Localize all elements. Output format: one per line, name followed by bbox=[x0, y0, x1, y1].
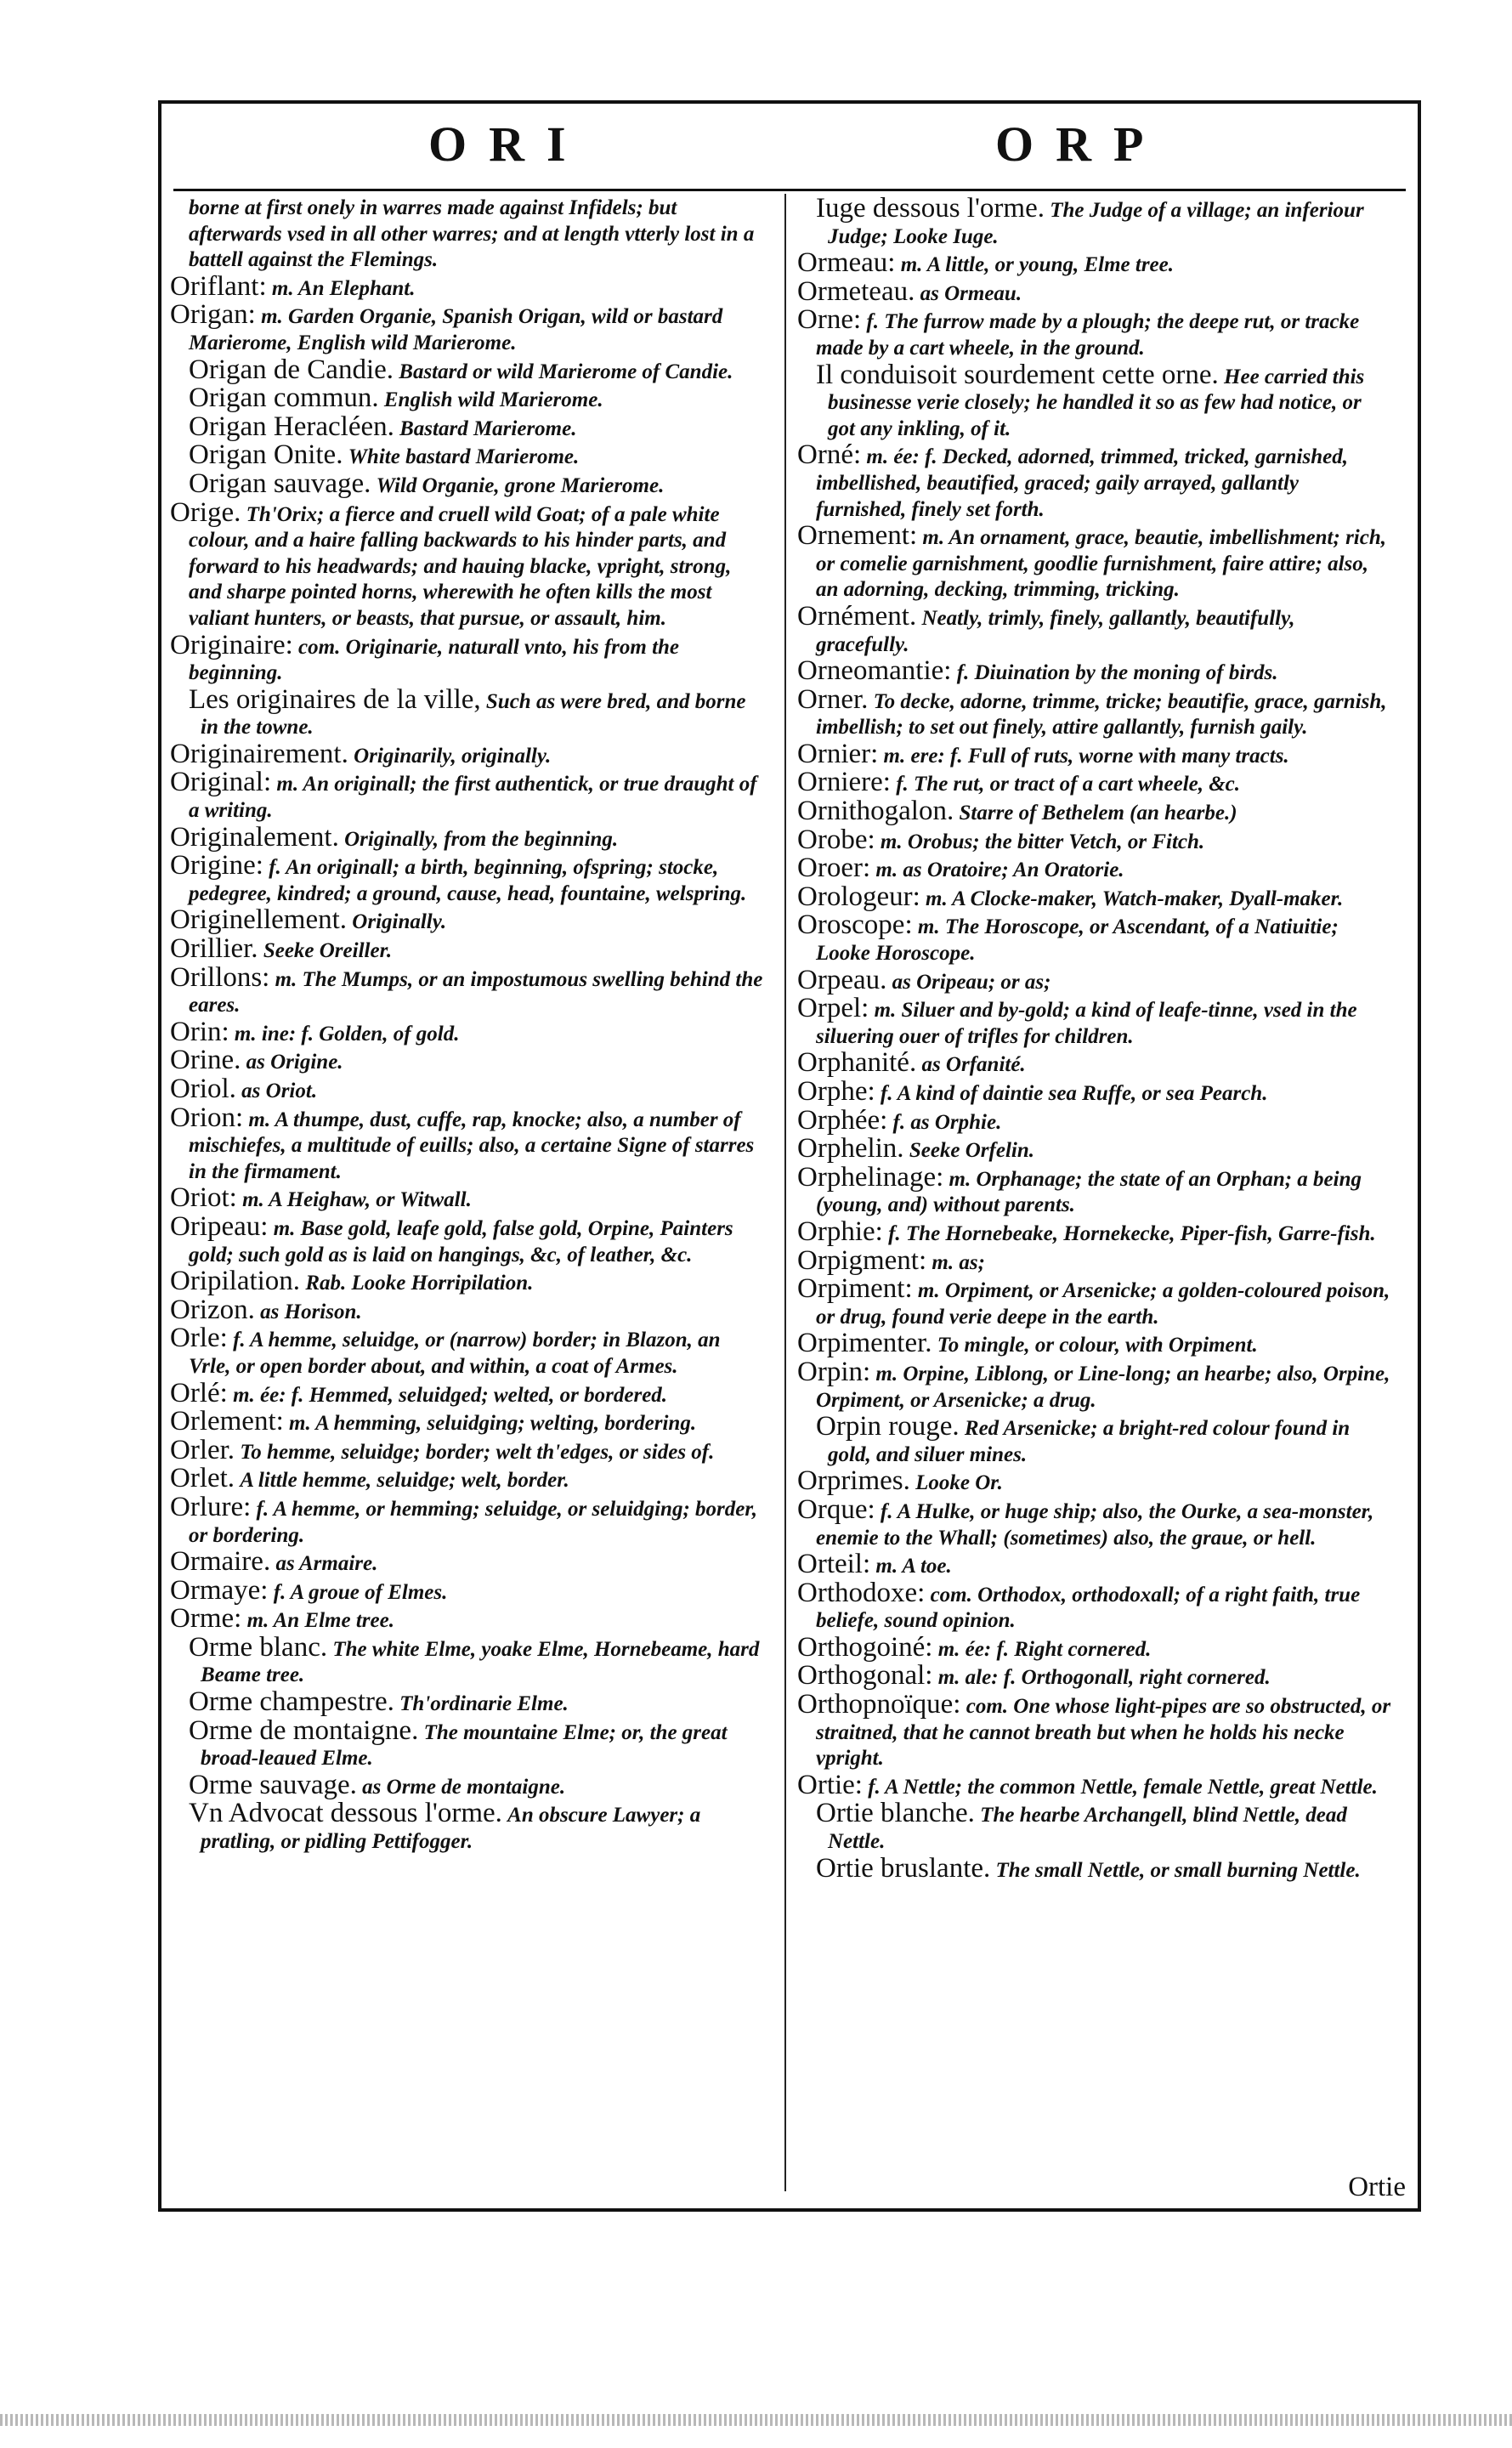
gloss: m. Siluer and by-gold; a kind of leafe-tinne, vsed in the siluering ouer of trifles for children. bbox=[816, 999, 1357, 1048]
headword: Orpel: bbox=[797, 993, 869, 1024]
dictionary-entry bbox=[797, 1273, 1392, 1330]
gloss: m. The Horoscope, or Ascendant, of a Natiuitie; Looke Horoscope. bbox=[816, 915, 1339, 966]
gloss: White bastard Marierome. bbox=[348, 445, 580, 469]
headword: Originalement. bbox=[170, 821, 339, 853]
headword: Orige. bbox=[170, 496, 241, 528]
headword: Orné: bbox=[797, 439, 862, 471]
dictionary-entry bbox=[170, 1294, 765, 1326]
gloss: m. ée: f. Hemmed, seluidged; welted, or bordered. bbox=[233, 1383, 668, 1407]
dictionary-entry bbox=[170, 1182, 765, 1214]
gloss: m. A thumpe, dust, cuffe, rap, knocke; also, a number of mischiefes, a multitude of euills; also, a certaine Signe of starres in the firmament. bbox=[189, 1108, 755, 1183]
gloss: The white Elme, yoake Elme, Hornebeame, hard Beame tree. bbox=[201, 1637, 760, 1687]
headword: Orlé: bbox=[170, 1377, 228, 1408]
gloss: as Oriot. bbox=[241, 1080, 318, 1102]
gloss: m. ale: f. Orthogonall, right cornered. bbox=[937, 1666, 1271, 1690]
gloss: m. An Elme tree. bbox=[246, 1609, 394, 1633]
gloss: Originarily, originally. bbox=[354, 744, 552, 768]
gloss: m. as; bbox=[932, 1250, 985, 1274]
headword: Orme de montaigne. bbox=[189, 1714, 419, 1746]
dictionary-entry bbox=[170, 270, 765, 303]
dictionary-entry bbox=[797, 1577, 1392, 1635]
gloss: f. A groue of Elmes. bbox=[273, 1580, 448, 1604]
dictionary-entry bbox=[170, 1686, 765, 1718]
dictionary-entry bbox=[797, 1076, 1392, 1108]
dictionary-entry bbox=[797, 738, 1392, 770]
scan-edge bbox=[0, 2414, 1512, 2426]
dictionary-entry bbox=[170, 299, 765, 356]
gloss: The small Nettle, or small burning Nettle. bbox=[995, 1858, 1361, 1882]
headword: Orlement: bbox=[170, 1406, 284, 1437]
gloss: f. as Orphie. bbox=[892, 1110, 1002, 1134]
gloss: Bastard Marierome. bbox=[399, 416, 577, 440]
headword: Orme sauvage. bbox=[189, 1769, 357, 1800]
dictionary-entry bbox=[797, 247, 1392, 279]
gloss: com. Originarie, naturall vnto, his from the beginning. bbox=[189, 635, 680, 685]
dictionary-entry bbox=[170, 1800, 765, 1855]
gloss: m. Garden Organie, Spanish Origan, wild or bastard Marierome, English wild Marierome. bbox=[189, 305, 723, 354]
headword: Orion: bbox=[170, 1102, 244, 1133]
gloss: A little hemme, seluidge; welt, border. bbox=[240, 1469, 569, 1493]
headword: Origan: bbox=[170, 299, 256, 331]
dictionary-entry bbox=[170, 1714, 765, 1772]
dictionary-entry bbox=[170, 769, 765, 824]
dictionary-entry bbox=[797, 995, 1392, 1050]
running-head-right: ORP bbox=[995, 116, 1166, 172]
headword: Orle: bbox=[170, 1323, 228, 1354]
headword: Origan commun. bbox=[189, 382, 379, 414]
dictionary-entry bbox=[797, 1631, 1392, 1663]
gloss: m. ine: f. Golden, of gold. bbox=[234, 1022, 460, 1046]
dictionary-entry bbox=[170, 683, 765, 741]
dictionary-entry bbox=[797, 855, 1392, 884]
gloss: Originally, from the beginning. bbox=[344, 827, 619, 851]
headword: Orobe: bbox=[797, 824, 875, 855]
headword: Oriflant: bbox=[170, 270, 267, 302]
gloss: f. A kind of daintie sea Ruffe, or sea Pearch. bbox=[880, 1082, 1268, 1105]
gloss: f. An originall; a birth, beginning, ofspring; stocke, pedegree, kindred; a ground, cause, head, fountaine, welspring. bbox=[189, 856, 747, 905]
dictionary-entry bbox=[797, 1104, 1392, 1136]
dictionary-entry bbox=[797, 1493, 1392, 1551]
gloss: f. Diuination by the moning of birds. bbox=[956, 661, 1278, 685]
headword: Ormeteau. bbox=[797, 275, 915, 307]
gloss: f. A hemme, or hemming; seluidge, or seluidging; border, or bordering. bbox=[189, 1497, 757, 1547]
headword: Oripeau: bbox=[170, 1210, 269, 1242]
dictionary-entry bbox=[797, 1047, 1392, 1079]
gloss: m. ere: f. Full of ruts, worne with many tracts. bbox=[883, 744, 1289, 768]
gloss: To hemme, seluidge; border; welt th'edges, or sides of. bbox=[240, 1440, 715, 1464]
headword: Orneomantie: bbox=[797, 655, 952, 687]
dictionary-entry bbox=[797, 1800, 1392, 1855]
headword: Orphelin. bbox=[797, 1133, 904, 1164]
dictionary-entry bbox=[797, 1465, 1392, 1497]
gloss: f. A Hulke, or huge ship; also, the Ourke, a sea-monster, enemie to the Whall; (sometimes) also, the graue, or hell. bbox=[816, 1499, 1374, 1550]
left-column bbox=[170, 196, 765, 1856]
headword: Orphelinage: bbox=[797, 1161, 944, 1193]
headword: Orme: bbox=[170, 1603, 242, 1635]
dictionary-entry bbox=[797, 683, 1392, 741]
dictionary-entry bbox=[797, 304, 1392, 361]
dictionary-entry bbox=[797, 1852, 1392, 1884]
dictionary-entry bbox=[170, 1465, 765, 1494]
gloss: as Origine. bbox=[246, 1051, 343, 1074]
dictionary-entry bbox=[170, 1268, 765, 1297]
dictionary-entry bbox=[170, 196, 765, 274]
headword: Iuge dessous l'orme. bbox=[816, 193, 1045, 224]
headword: Orologeur: bbox=[797, 881, 920, 912]
headword: Oriol. bbox=[170, 1074, 236, 1104]
headword: Originaire: bbox=[170, 629, 293, 660]
dictionary-entry bbox=[797, 1133, 1392, 1164]
dictionary-entry bbox=[170, 1631, 765, 1689]
gloss: Th'Orix; a fierce and cruell wild Goat; of a pale white colour, and a haire falling backwards to his hinder parts, and forward to his headwards; and hauing blacke, vpright, strong, and sharpe pointed horns, wherewith he often kills the most valiant hunters, or beasts, that pursue, or assault, him. bbox=[189, 502, 732, 630]
headword: Originellement. bbox=[170, 904, 348, 936]
dictionary-entry bbox=[170, 1769, 765, 1801]
dictionary-entry bbox=[170, 821, 765, 853]
dictionary-entry bbox=[170, 629, 765, 687]
headword: Ornithogalon. bbox=[797, 796, 954, 827]
headword: Ortie bruslante. bbox=[816, 1852, 991, 1884]
gloss: com. One whose light-pipes are so obstructed, or straitned, that he cannot breath but when he holds his necke vpright. bbox=[816, 1695, 1391, 1771]
gloss: f. A Nettle; the common Nettle, female Nettle, great Nettle. bbox=[868, 1775, 1378, 1799]
headword: Orthogonal: bbox=[797, 1660, 933, 1692]
gloss: Seeke Orfelin. bbox=[909, 1139, 1035, 1163]
headword: Orpin: bbox=[797, 1356, 871, 1387]
headword: Ornier: bbox=[797, 738, 879, 769]
headword: Original: bbox=[170, 767, 272, 798]
headword: Orne: bbox=[797, 304, 862, 336]
headword: Orque: bbox=[797, 1493, 875, 1525]
gloss: as Armaire. bbox=[275, 1552, 378, 1576]
dictionary-entry bbox=[797, 964, 1392, 996]
headword: Orpeau. bbox=[797, 964, 887, 995]
dictionary-entry bbox=[797, 769, 1392, 798]
dictionary-entry bbox=[797, 193, 1392, 250]
dictionary-entry bbox=[797, 1551, 1392, 1580]
gloss: com. Orthodox, orthodoxall; of a right faith, true beliefe, sound opinion. bbox=[816, 1583, 1361, 1633]
frame-top-rule bbox=[158, 100, 1421, 104]
headword: Orler. bbox=[170, 1434, 235, 1465]
gloss: m. A Heighaw, or Witwall. bbox=[242, 1188, 472, 1212]
gloss: To decke, adorne, trimme, tricke; beautifie, grace, garnish, imbellish; to set out finely, attire gallantly, furnish gaily. bbox=[816, 689, 1387, 740]
gloss: Th'ordinarie Elme. bbox=[399, 1692, 569, 1716]
dictionary-entry bbox=[797, 1356, 1392, 1414]
dictionary-entry bbox=[797, 798, 1392, 827]
headword: Orlure: bbox=[170, 1491, 252, 1522]
dictionary-entry bbox=[797, 1216, 1392, 1248]
dictionary-entry bbox=[170, 411, 765, 443]
dictionary-entry bbox=[797, 275, 1392, 308]
headword: Ornément. bbox=[797, 600, 917, 632]
headword: Orlet. bbox=[170, 1463, 235, 1494]
headword: Ormaye: bbox=[170, 1574, 269, 1606]
headword: Orthogoiné: bbox=[797, 1631, 933, 1663]
dictionary-entry bbox=[170, 468, 765, 500]
headword: Oroscope: bbox=[797, 910, 913, 941]
gloss: To mingle, or colour, with Orpiment. bbox=[937, 1334, 1258, 1357]
headword: Oripilation. bbox=[170, 1266, 301, 1297]
dictionary-entry bbox=[797, 520, 1392, 604]
gloss: m. Orpiment, or Arsenicke; a golden-coloured poison, or drug, found verie deepe in the earth. bbox=[816, 1279, 1390, 1329]
headword: Orizon. bbox=[170, 1294, 255, 1325]
dictionary-entry bbox=[797, 1411, 1392, 1468]
dictionary-entry bbox=[170, 1603, 765, 1635]
headword: Originairement. bbox=[170, 738, 348, 769]
gloss: English wild Marierome. bbox=[383, 388, 603, 412]
gloss: Seeke Oreiller. bbox=[263, 939, 393, 963]
gloss: f. The Hornebeake, Hornekecke, Piper-fish, Garre-fish. bbox=[888, 1221, 1376, 1245]
dictionary-entry bbox=[797, 1330, 1392, 1359]
dictionary-entry bbox=[797, 912, 1392, 966]
gloss: as Ormeau. bbox=[920, 281, 1022, 305]
dictionary-entry bbox=[170, 354, 765, 386]
headword: Orner. bbox=[797, 683, 869, 715]
dictionary-entry bbox=[797, 600, 1392, 658]
dictionary-entry bbox=[170, 1076, 765, 1105]
headword: Les originaires de la ville, bbox=[189, 683, 481, 715]
dictionary-entry bbox=[170, 961, 765, 1019]
dictionary-entry bbox=[797, 1689, 1392, 1772]
gloss: m. ée: f. Decked, adorned, trimmed, tricked, garnished, imbellished, beautified, graced; gaily arrayed, gallantly furnished, finely set forth. bbox=[816, 445, 1348, 521]
gloss: Rab. Looke Horripilation. bbox=[305, 1272, 534, 1295]
gloss: f. The furrow made by a plough; the deepe rut, or tracke made by a cart wheele, in the ground. bbox=[816, 310, 1360, 360]
headword: Orphe: bbox=[797, 1076, 875, 1107]
headword: Orme blanc. bbox=[189, 1631, 328, 1663]
right-column bbox=[797, 193, 1392, 1884]
dictionary-entry bbox=[170, 1491, 765, 1549]
headword: Orthodoxe: bbox=[797, 1577, 926, 1608]
headword: Orillons: bbox=[170, 961, 270, 993]
dictionary-entry bbox=[170, 496, 765, 632]
gloss: Neatly, trimly, finely, gallantly, beautifully, gracefully. bbox=[816, 606, 1295, 656]
headword: Orthopnoïque: bbox=[797, 1689, 961, 1720]
gloss: m. Orpine, Liblong, or Line-long; an hearbe; also, Orpine, Orpiment, or Arsenicke; a drug. bbox=[816, 1362, 1390, 1412]
headword: Oroer: bbox=[797, 853, 871, 884]
headword: Origine: bbox=[170, 850, 263, 881]
gloss: m. as Oratoire; An Oratorie. bbox=[875, 858, 1124, 882]
gloss: Bastard or wild Marierome of Candie. bbox=[399, 360, 733, 383]
gloss: An obscure Lawyer; a pratling, or pidling Pettifogger. bbox=[201, 1804, 701, 1854]
gloss: m. ée: f. Right cornered. bbox=[937, 1637, 1152, 1661]
dictionary-entry bbox=[797, 359, 1392, 443]
gloss: Wild Organie, grone Marierome. bbox=[376, 473, 665, 497]
headword: Il conduisoit sourdement cette orne. bbox=[816, 359, 1219, 390]
dictionary-entry bbox=[170, 1210, 765, 1268]
headword: Orine. bbox=[170, 1045, 241, 1076]
headword: Origan Onite. bbox=[189, 439, 343, 471]
headword: Orillier. bbox=[170, 933, 258, 965]
headword: Orpin rouge. bbox=[816, 1411, 960, 1442]
gloss: as Oripeau; or as; bbox=[892, 970, 1051, 994]
dictionary-entry bbox=[170, 1574, 765, 1606]
gloss: Looke Or. bbox=[915, 1471, 1003, 1495]
dictionary-entry bbox=[797, 824, 1392, 856]
headword: Orphanité. bbox=[797, 1047, 917, 1079]
headword: Orpigment: bbox=[797, 1244, 927, 1276]
headword: Orpimenter. bbox=[797, 1328, 932, 1359]
frame-left-rule bbox=[158, 100, 161, 2208]
gloss: Originally. bbox=[352, 910, 447, 934]
headword: Orin: bbox=[170, 1016, 229, 1047]
gloss: m. A little, or young, Elme tree. bbox=[900, 253, 1175, 277]
headword: Origan sauvage. bbox=[189, 468, 371, 499]
running-head-left: ORI bbox=[428, 116, 588, 172]
gloss: as Horison. bbox=[260, 1300, 362, 1323]
dictionary-entry bbox=[170, 850, 765, 907]
dictionary-page bbox=[158, 100, 1421, 2212]
gloss: m. An ornament, grace, beautie, imbellishment; rich, or comelie garnishment, goodlie furnishment, faire attire; also, an adorning, decking, trimming, tricking. bbox=[816, 526, 1387, 602]
headword: Origan de Candie. bbox=[189, 354, 394, 385]
gloss: m. A toe. bbox=[875, 1555, 952, 1578]
gloss: m. An originall; the first authentick, or true draught of a writing. bbox=[189, 773, 757, 823]
gloss: m. Base gold, leafe gold, false gold, Orpine, Painters gold; such gold as is laid on hangings, &c, of leather, &c. bbox=[189, 1216, 733, 1266]
headword: Ormeau: bbox=[797, 247, 896, 279]
dictionary-entry bbox=[797, 655, 1392, 687]
dictionary-entry bbox=[170, 1434, 765, 1466]
gloss: m. A Clocke-maker, Watch-maker, Dyall-maker. bbox=[926, 887, 1344, 910]
headword: Orprimes. bbox=[797, 1465, 910, 1497]
headword: Orniere: bbox=[797, 767, 891, 798]
dictionary-entry bbox=[797, 881, 1392, 913]
dictionary-entry bbox=[797, 439, 1392, 523]
gloss: Hee carried this businesse verie closely; he handled it so as few had notice, or got any inkling, of it. bbox=[828, 365, 1365, 440]
gloss: The mountaine Elme; or, the great broad-leaued Elme. bbox=[201, 1720, 728, 1771]
headword: Orphie: bbox=[797, 1216, 883, 1247]
headword: Ortie: bbox=[797, 1769, 863, 1800]
dictionary-entry bbox=[170, 1546, 765, 1578]
gloss: Such as were bred, and borne in the towne. bbox=[201, 689, 746, 740]
frame-bottom-rule bbox=[158, 2208, 1421, 2212]
gloss: borne at first onely in warres made against Infidels; but afterwards vsed in all other warres; and at length vtterly lost in a battell against the Flemings. bbox=[189, 196, 755, 272]
headword: Orpiment: bbox=[797, 1273, 913, 1305]
headword: Vn Advocat dessous l'orme. bbox=[189, 1798, 502, 1829]
dictionary-entry bbox=[797, 1769, 1392, 1801]
gloss: Red Arsenicke; a bright-red colour found in gold, and siluer mines. bbox=[828, 1417, 1351, 1466]
column-divider bbox=[784, 194, 786, 2191]
headword: Orme champestre. bbox=[189, 1686, 394, 1718]
catchword: Ortie bbox=[1348, 2172, 1406, 2202]
dictionary-entry bbox=[797, 1660, 1392, 1692]
dictionary-entry bbox=[170, 439, 765, 471]
headword: Origan Heracléen. bbox=[189, 411, 394, 442]
gloss: as Orfanité. bbox=[921, 1053, 1026, 1077]
gloss: m. A hemming, seluidging; welting, bordering. bbox=[289, 1412, 697, 1436]
gloss: m. The Mumps, or an impostumous swelling behind the eares. bbox=[189, 967, 763, 1017]
headword: Ormaire. bbox=[170, 1546, 271, 1578]
headword: Oriot: bbox=[170, 1182, 237, 1214]
headword: Orteil: bbox=[797, 1549, 871, 1580]
dictionary-entry bbox=[170, 1325, 765, 1380]
dictionary-entry bbox=[170, 738, 765, 770]
headword: Ornement: bbox=[797, 520, 918, 552]
gloss: m. An Elephant. bbox=[271, 276, 416, 300]
dictionary-entry bbox=[170, 1016, 765, 1048]
gloss: Starre of Bethelem (an hearbe.) bbox=[959, 802, 1237, 825]
gloss: The Judge of a village; an inferiour Judge; Looke Iuge. bbox=[828, 199, 1364, 248]
dictionary-entry bbox=[797, 1161, 1392, 1219]
gloss: m. Orphanage; the state of an Orphan; a being (young, and) without parents. bbox=[816, 1167, 1362, 1217]
gloss: m. Orobus; the bitter Vetch, or Fitch. bbox=[880, 830, 1205, 853]
dictionary-entry bbox=[170, 933, 765, 965]
headword: Orphée: bbox=[797, 1104, 888, 1136]
dictionary-entry bbox=[170, 904, 765, 936]
dictionary-entry bbox=[170, 1377, 765, 1409]
frame-right-rule bbox=[1418, 100, 1421, 2208]
dictionary-entry bbox=[170, 382, 765, 414]
dictionary-entry bbox=[170, 1408, 765, 1437]
dictionary-entry bbox=[170, 1102, 765, 1186]
dictionary-entry bbox=[797, 1244, 1392, 1277]
gloss: as Orme de montaigne. bbox=[362, 1775, 566, 1799]
headword: Ortie blanche. bbox=[816, 1798, 975, 1829]
gloss: f. The rut, or tract of a cart wheele, &c. bbox=[896, 773, 1241, 796]
gloss: The hearbe Archangell, blind Nettle, dead Nettle. bbox=[828, 1804, 1347, 1854]
dictionary-entry bbox=[170, 1047, 765, 1076]
gloss: f. A hemme, seluidge, or (narrow) border; in Blazon, an Vrle, or open border about, and within, a coat of Armes. bbox=[189, 1329, 721, 1378]
header-rule bbox=[173, 189, 1406, 191]
